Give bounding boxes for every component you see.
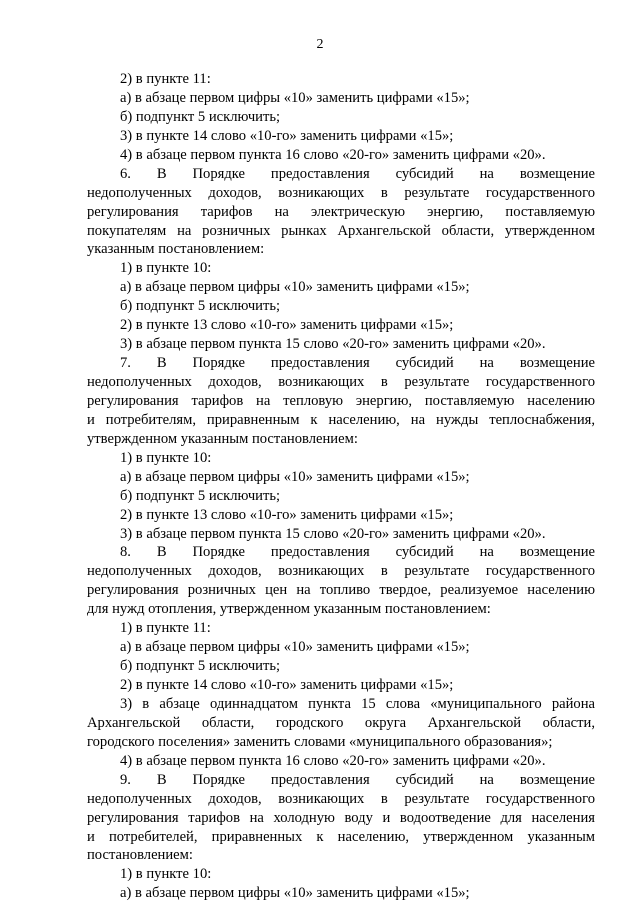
text-line: регулирования тарифов на тепловую энергию, поставляемую населению — [87, 392, 595, 409]
text-line: 2) в пункте 13 слово «10-го» заменить цифрами «15»; — [120, 506, 454, 523]
text-line: 1) в пункте 10: — [120, 260, 212, 277]
text-line: для нужд отопления, утвержденном указанным постановлением: — [87, 601, 491, 618]
text-line: Архангельской области, городского округа Архангельской области, — [87, 714, 595, 731]
text-line: недополученных доходов, возникающих в результате государственного — [87, 374, 595, 390]
text-line: 2) в пункте 11: — [120, 71, 211, 87]
document-body — [87, 70, 595, 903]
text-line: 7. В Порядке предоставления субсидий на возмещение — [120, 355, 595, 372]
text-line: а) в абзаце первом цифры «10» заменить цифрами «15»; — [120, 885, 470, 902]
text-line: 9. В Порядке предоставления субсидий на возмещение — [120, 771, 595, 788]
text-line: б) подпункт 5 исключить; — [120, 108, 281, 125]
page-number: 2 — [316, 37, 324, 52]
text-line: регулирования розничных цен на топливо твердое, реализуемое населению — [87, 582, 595, 599]
text-line: 3) в абзаце первом пункта 15 слово «20-го» заменить цифрами «20». — [120, 525, 546, 542]
text-line: б) подпункт 5 исключить; — [120, 487, 281, 504]
text-line: городского поселения» заменить словами «муниципального образования»; — [87, 733, 553, 750]
text-line: 3) в абзаце первом пункта 15 слово «20-го» заменить цифрами «20». — [120, 336, 546, 353]
text-line: 8. В Порядке предоставления субсидий на возмещение — [120, 544, 595, 561]
text-line: б) подпункт 5 исключить; — [120, 298, 281, 315]
text-line: а) в абзаце первом цифры «10» заменить цифрами «15»; — [120, 89, 470, 106]
text-line: недополученных доходов, возникающих в результате государственного — [87, 790, 595, 807]
text-line: регулирования тарифов на холодную воду и водоотведение для населения — [87, 809, 595, 826]
text-line: регулирования тарифов на электрическую энергию, поставляемую — [87, 203, 595, 220]
text-line: 3) в абзаце одиннадцатом пункта 15 слова «муниципального района — [120, 695, 595, 712]
text-line: 4) в абзаце первом пункта 16 слово «20-го» заменить цифрами «20». — [120, 146, 546, 163]
text-line: 1) в пункте 10: — [120, 866, 212, 883]
text-line: а) в абзаце первом цифры «10» заменить цифрами «15»; — [120, 639, 470, 656]
text-line: а) в абзаце первом цифры «10» заменить цифрами «15»; — [120, 279, 470, 296]
text-line: 2) в пункте 14 слово «10-го» заменить цифрами «15»; — [120, 677, 454, 693]
text-line: 6. В Порядке предоставления субсидий на возмещение — [120, 165, 595, 182]
text-line: 1) в пункте 11: — [120, 620, 211, 637]
text-line: 3) в пункте 14 слово «10-го» заменить цифрами «15»; — [120, 127, 454, 144]
text-line: и потребителям, приравненным к населению, на нужды теплоснабжения, — [87, 411, 595, 428]
text-line: недополученных доходов, возникающих в результате государственного — [87, 184, 595, 201]
text-line: утвержденном указанным постановлением: — [87, 430, 358, 447]
text-line: 4) в абзаце первом пункта 16 слово «20-го» заменить цифрами «20». — [120, 752, 546, 769]
text-line: указанным постановлением: — [87, 241, 265, 258]
text-line: а) в абзаце первом цифры «10» заменить цифрами «15»; — [120, 468, 470, 485]
text-line: 2) в пункте 13 слово «10-го» заменить цифрами «15»; — [120, 317, 454, 334]
text-line: недополученных доходов, возникающих в результате государственного — [87, 563, 595, 580]
text-line: постановлением: — [87, 847, 193, 864]
text-line: покупателям на розничных рынках Архангельской области, утвержденном — [87, 222, 595, 239]
text-line: 1) в пункте 10: — [120, 449, 212, 466]
text-line: б) подпункт 5 исключить; — [120, 658, 281, 675]
text-line: и потребителей, приравненных к населению, утвержденном указанным — [87, 828, 595, 845]
